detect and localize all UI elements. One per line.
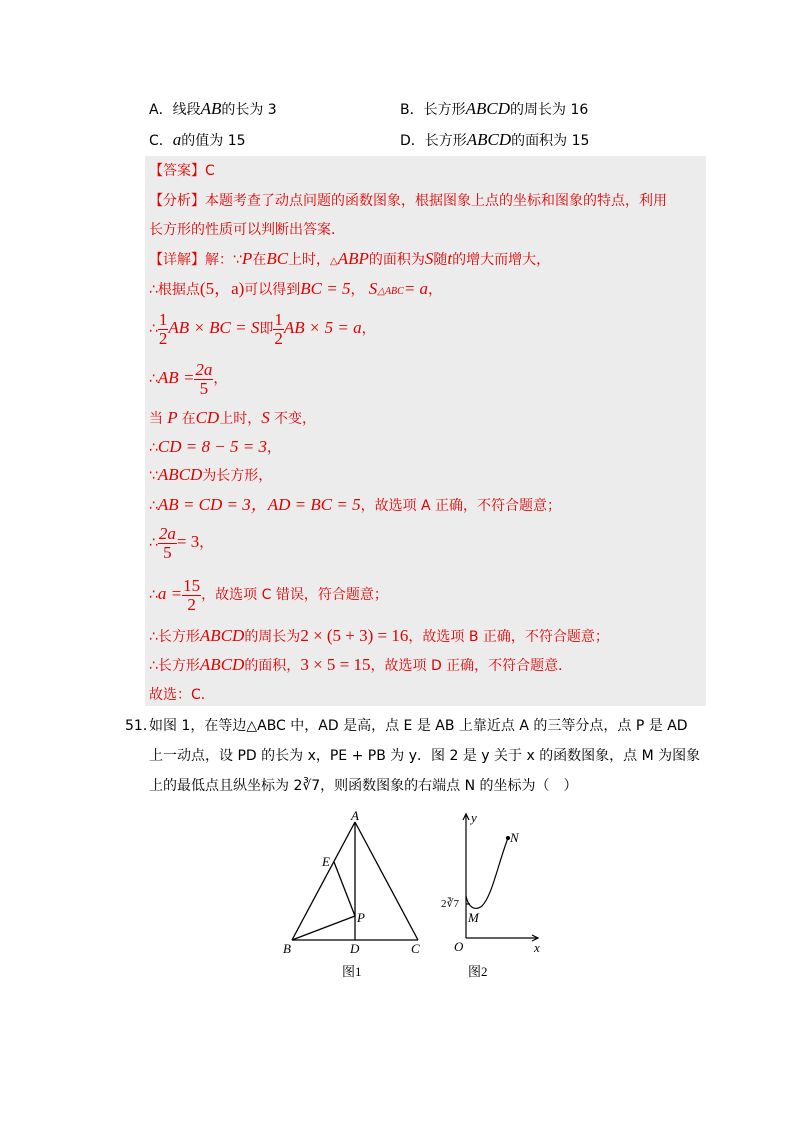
option-c-math: a bbox=[172, 130, 182, 149]
triangle-symbol: △ bbox=[330, 256, 338, 267]
l5-b: 在 bbox=[181, 411, 196, 427]
analysis-line-1: 【分析】本题考查了动点问题的函数图象，根据图象上点的坐标和图象的特点，利用 bbox=[149, 193, 667, 209]
rect-abcd-2: ABCD bbox=[199, 626, 245, 645]
function-curve bbox=[466, 838, 508, 908]
detail-line-7 bbox=[149, 464, 272, 487]
detail-tri: ABP bbox=[337, 249, 369, 268]
l8-b: ，故选项 A 正确，不符合题意； bbox=[360, 498, 562, 514]
l2-s: S bbox=[364, 279, 378, 298]
l2-point: (5，a) bbox=[199, 279, 245, 298]
l4-a: ∴ bbox=[149, 371, 158, 387]
figure-1-triangle bbox=[280, 810, 440, 990]
option-d bbox=[400, 130, 589, 151]
frac-den: 2 bbox=[274, 328, 283, 348]
l7-a: ∵ bbox=[149, 468, 158, 484]
option-a bbox=[149, 99, 277, 120]
l3-b: AB × BC = S bbox=[168, 318, 260, 337]
detail-line-4: ∴AB = $\frac{2a}{5}$ ， bbox=[149, 359, 228, 398]
l3-a: ∴ bbox=[149, 321, 158, 337]
point-p: P bbox=[241, 249, 253, 268]
answer-label: 【答案】C bbox=[149, 163, 215, 179]
label-n: N bbox=[510, 830, 519, 845]
detail-mid4: 随 bbox=[433, 252, 448, 268]
detail-line-11 bbox=[149, 625, 609, 648]
question-line-2: 上一动点，设 PD 的长为 x，PE + PB 为 y．图 2 是 y 关于 x 的函数图象，点 M 为图象 bbox=[149, 748, 701, 764]
l5-c: 上时， bbox=[219, 411, 262, 427]
option-d-math: ABCD bbox=[466, 130, 512, 149]
label-o: O bbox=[454, 939, 464, 954]
l8-a: ∴ bbox=[149, 498, 158, 514]
option-a-prefix: A．线段 bbox=[149, 102, 201, 118]
l12-b: 的面积， bbox=[244, 658, 301, 674]
l2-eq2: = a bbox=[403, 279, 429, 298]
option-c bbox=[149, 130, 246, 151]
rect-abcd-3: ABCD bbox=[199, 655, 245, 674]
l11-a: ∴长方形 bbox=[149, 629, 200, 645]
rect-abcd: ABCD bbox=[157, 465, 203, 484]
l2-eq: BC = 5 bbox=[300, 279, 351, 298]
label-d: D bbox=[350, 941, 360, 956]
option-b bbox=[400, 99, 588, 120]
frac-den: 5 bbox=[199, 378, 209, 398]
frac-half-2 bbox=[273, 311, 284, 348]
segment-pb bbox=[292, 916, 355, 940]
question-line-1: 如图 1，在等边△ABC 中，AD 是高，点 E 是 AB 上靠近点 A 的三等分点，点 P 是 AD bbox=[149, 718, 688, 734]
label-c: C bbox=[411, 941, 420, 956]
label-y: y bbox=[471, 810, 477, 825]
fig2-caption: 图2 bbox=[468, 964, 488, 979]
question-line-3: 上的最低点且纵坐标为 2∛7，则函数图象的右端点 N 的坐标为（ ） bbox=[149, 778, 578, 794]
l5-a: 当 bbox=[149, 411, 163, 427]
l9-eq: = 3 bbox=[176, 532, 200, 551]
frac-half-1 bbox=[158, 311, 169, 348]
var-s-2: S bbox=[261, 408, 274, 427]
l10-lhs: a = bbox=[157, 584, 183, 603]
option-a-suffix: 的长为 3 bbox=[221, 102, 277, 118]
l3-ji: 即 bbox=[259, 321, 274, 337]
l10-b: ，故选项 C 错误，符合题意； bbox=[201, 587, 388, 603]
detail-mid2: 上时， bbox=[288, 252, 331, 268]
option-b-math: ABCD bbox=[465, 99, 510, 118]
l5-d: 不变， bbox=[273, 411, 316, 427]
var-s: S bbox=[424, 249, 434, 268]
l12-eq: 3 × 5 = 15 bbox=[300, 655, 371, 674]
l6-a: ∴ bbox=[149, 440, 158, 456]
detail-line-2: ∴根据点(5，a)可以得到BC = 5， S△ABC= a， bbox=[149, 279, 443, 298]
l12-c: ，故选项 D 正确，不符合题意． bbox=[370, 658, 573, 674]
frac-den: 5 bbox=[163, 542, 172, 562]
detail-line-8 bbox=[149, 494, 561, 517]
label-b: B bbox=[283, 941, 291, 956]
label-p: P bbox=[357, 910, 365, 925]
fig1-caption: 图1 bbox=[342, 964, 362, 979]
frac-num: 1 bbox=[158, 309, 168, 329]
l4-lhs: AB = bbox=[157, 368, 195, 387]
y-tick-label: 2∛7 bbox=[441, 898, 460, 910]
figure-2-graph bbox=[440, 810, 560, 990]
label-x: x bbox=[534, 940, 540, 955]
analysis-line-2: 长方形的性质可以判断出答案． bbox=[149, 222, 345, 238]
l2-sub: △ABC bbox=[377, 286, 404, 297]
l12-a: ∴长方形 bbox=[149, 658, 200, 674]
option-d-suffix: 的面积为 15 bbox=[511, 133, 590, 149]
detail-line-13: 故选：C． bbox=[149, 687, 215, 703]
l11-b: 的周长为 bbox=[244, 629, 301, 645]
option-c-prefix: C． bbox=[149, 133, 173, 149]
detail-end: 的增大而增大， bbox=[452, 252, 551, 268]
label-m: M bbox=[468, 910, 479, 925]
detail-line-6: ∴CD = 8 − 5 = 3， bbox=[149, 437, 281, 456]
l11-c: ，故选项 B 正确，不符合题意； bbox=[408, 629, 609, 645]
detail-line-12 bbox=[149, 654, 572, 677]
detail-line-9: ∴ $\frac{2a}{5}$ = 3， bbox=[149, 523, 214, 562]
option-b-suffix: 的周长为 16 bbox=[510, 102, 589, 118]
frac-15-2 bbox=[182, 577, 201, 614]
side-ab bbox=[292, 822, 355, 940]
label-a: A bbox=[351, 810, 359, 823]
detail-mid3: 的面积为 bbox=[368, 252, 425, 268]
option-d-prefix: D．长方形 bbox=[400, 133, 467, 149]
l10-a: ∴ bbox=[149, 587, 158, 603]
l3-c: AB × 5 = a bbox=[283, 318, 362, 337]
frac-2a-5-b bbox=[158, 525, 177, 562]
frac-num: 15 bbox=[183, 575, 201, 595]
detail-prefix: 【详解】解：∵ bbox=[149, 252, 242, 268]
frac-num: 1 bbox=[274, 309, 283, 329]
detail-line-5 bbox=[149, 407, 316, 430]
option-c-suffix: 的值为 15 bbox=[181, 133, 246, 149]
l8-eq: AB = CD = 3，AD = BC = 5 bbox=[157, 495, 361, 514]
detail-mid1: 在 bbox=[252, 252, 267, 268]
l6-eq: CD = 8 − 5 = 3 bbox=[157, 437, 267, 456]
point-p-2: P bbox=[163, 408, 182, 427]
l7-b: 为长方形， bbox=[202, 468, 273, 484]
frac-den: 2 bbox=[158, 328, 168, 348]
detail-line-3: ∴ $\frac{1}{2}$ AB × BC = S即 $\frac{1}{2}$ AB × 5 = a， bbox=[149, 309, 376, 348]
l9-a: ∴ bbox=[149, 535, 158, 551]
var-t: t bbox=[447, 249, 453, 268]
frac-num: 2a bbox=[195, 359, 213, 379]
frac-num: 2a bbox=[158, 523, 176, 543]
l11-eq: 2 × (5 + 3) = 16 bbox=[300, 626, 409, 645]
option-a-math: AB bbox=[200, 99, 222, 118]
l2-b: 可以得到 bbox=[244, 282, 301, 298]
segment-cd: CD bbox=[195, 408, 220, 427]
detail-line-10 bbox=[149, 576, 388, 614]
detail-line-1 bbox=[149, 248, 550, 273]
segment-pe bbox=[334, 862, 355, 916]
option-b-prefix: B．长方形 bbox=[400, 102, 466, 118]
frac-2a-5 bbox=[194, 361, 213, 398]
question-number: 51． bbox=[125, 718, 157, 734]
frac-den: 2 bbox=[187, 594, 196, 614]
label-e: E bbox=[322, 854, 330, 869]
segment-bc: BC bbox=[266, 249, 289, 268]
l2-a: ∴根据点 bbox=[149, 282, 200, 298]
